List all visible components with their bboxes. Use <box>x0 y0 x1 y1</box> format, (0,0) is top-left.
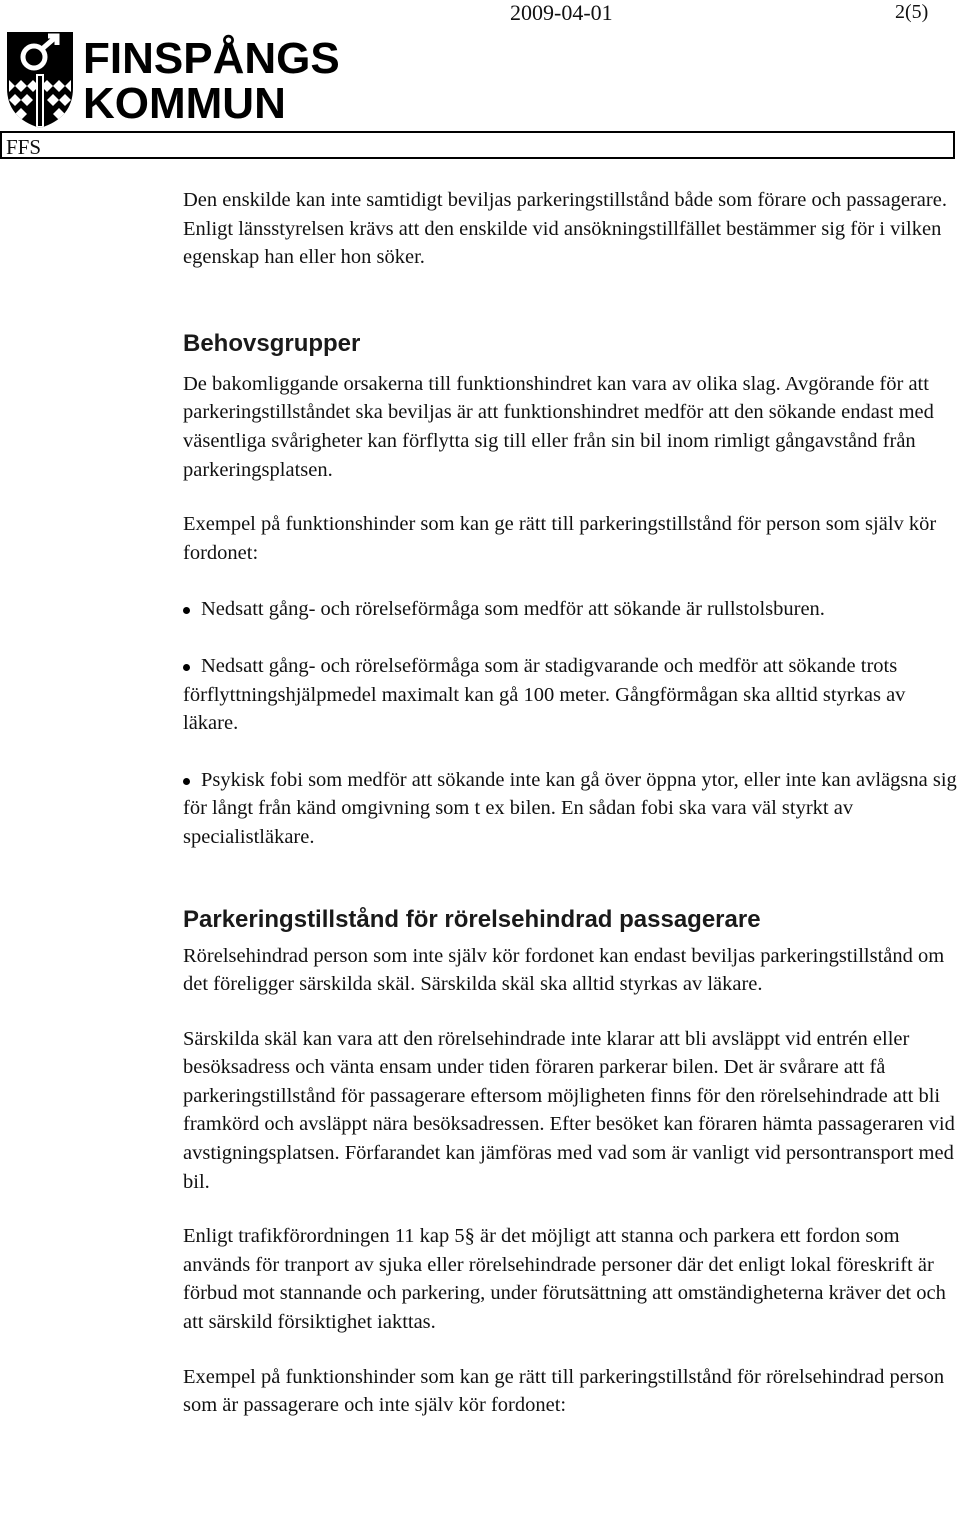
bullet-item-3 <box>183 766 958 852</box>
paragraph-sarskilda-skal: Särskilda skäl kan vara att den rörelsehindrade inte klarar att bli avsläppt vid entrén eller besöksadress och vänta ensam under tiden föraren parkerar bilen. Det är svårare att få parkeringstillstånd för passagerare eftersom möjligheten finns för den rörelsehindrade att bli framkörd och avsläppt nära besöksadressen. Efter besöket kan föraren hämta passageraren vid avstigningsplatsen. Förfarandet kan jämföras med vad som är vanligt vid persontransport med bil. <box>183 1027 955 1193</box>
ffs-label: FFS <box>6 135 42 159</box>
logo-text-line2: KOMMUN <box>83 79 286 128</box>
page-number: 2(5) <box>895 1 929 23</box>
bullet-text: Nedsatt gång- och rörelseförmåga som är stadigvarande och medför att sökande trots förflyttningshjälpmedel maximalt kan gå 100 meter. Gångförmågan ska alltid styrkas av läkare. <box>183 654 906 735</box>
paragraph-trafikforordningen: Enligt trafikförordningen 11 kap 5§ är det möjligt att stanna och parkera ett fordon som används för tranport av sjuka eller rörelsehindrade personer där det enligt lokal föreskrift är förbud mot stannande och parkering, under förutsättning att omständigheterna kräver det och att särskild försiktighet iakttas. <box>183 1225 946 1334</box>
heading-passagerare: Parkeringstillstånd för rörelsehindrad passagerare <box>183 905 761 933</box>
bullet-item-1 <box>183 595 958 624</box>
paragraph-passagerare-intro: Rörelsehindrad person som inte själv kör fordonet kan endast beviljas parkeringstillstånd om det föreligger särskilda skäl. Särskilda skäl ska alltid styrkas av läkare. <box>183 944 945 996</box>
paragraph-examples-driver: Exempel på funktionshinder som kan ge rätt till parkeringstillstånd för person som själv kör fordonet: <box>183 513 937 564</box>
ffs-header-box <box>0 131 955 159</box>
bullet-item-2 <box>183 652 958 738</box>
logo-text-line1: FINSPÅNGS <box>83 34 340 83</box>
bullet-dot <box>183 664 190 671</box>
bullet-dot <box>183 607 190 614</box>
bullet-text: Nedsatt gång- och rörelseförmåga som medför att sökande är rullstolsburen. <box>201 598 825 621</box>
paragraph-examples-passenger: Exempel på funktionshinder som kan ge rätt till parkeringstillstånd för rörelsehindrad person som är passagerare och inte själv kör fordonet: <box>183 1365 945 1417</box>
bullet-dot <box>183 778 190 785</box>
document-body <box>183 186 958 1420</box>
header-date: 2009-04-01 <box>510 0 613 25</box>
heading-behovsgrupper: Behovsgrupper <box>183 329 361 357</box>
paragraph-intro: Den enskilde kan inte samtidigt beviljas parkeringstillstånd både som förare och passagerare. Enligt länsstyrelsen krävs att den enskilde vid ansökningstillfället bestämmer sig för i vilken egenskap han eller hon söker. <box>183 189 947 269</box>
bullet-text: Psykisk fobi som medför att sökande inte kan gå över öppna ytor, eller inte kan avlägsna sig för långt från känd omgivning som t ex bilen. En sådan fobi ska vara väl styrkt av specialistläkare. <box>183 768 957 848</box>
finspang-kommun-logo <box>5 30 365 130</box>
paragraph-behovsgrupper: De bakomliggande orsakerna till funktionshindret kan vara av olika slag. Avgörande för att parkeringstillståndet ska beviljas är att funktionshindret medför att den sökande endast med väsentliga svårigheter kan förflytta sig till eller från sin bil inom rimligt gångavstånd från parkeringsplatsen. <box>183 372 934 481</box>
